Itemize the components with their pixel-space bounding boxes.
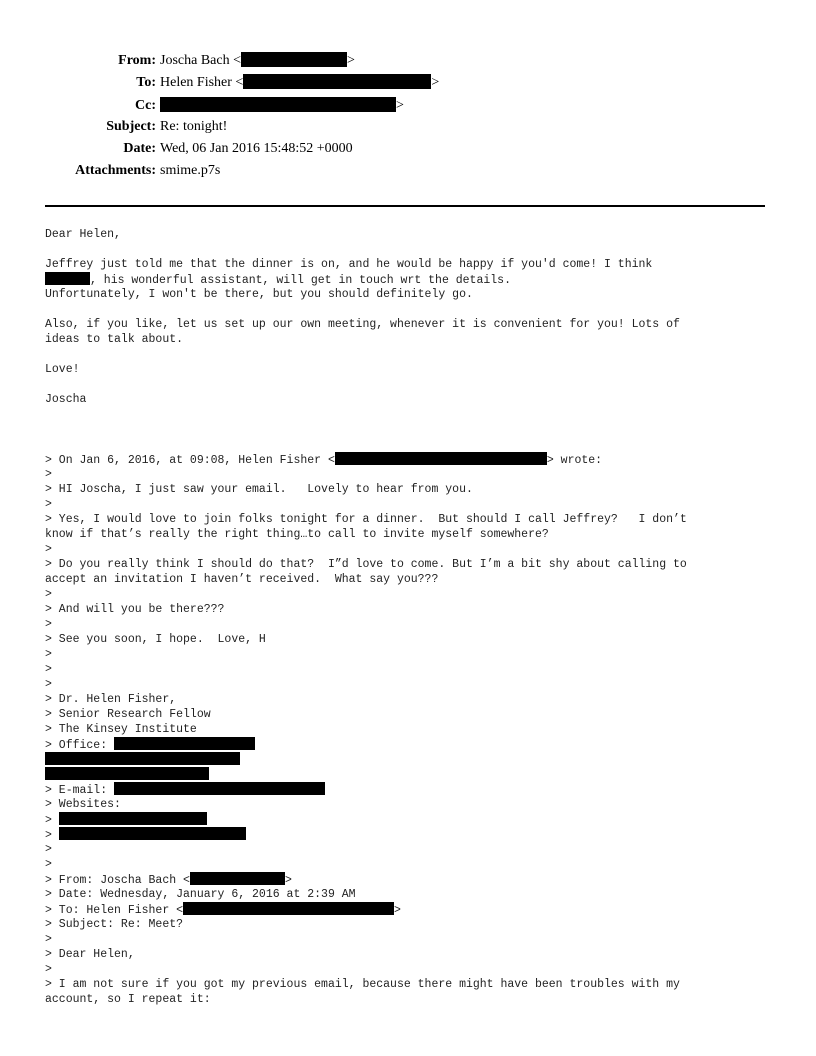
quoted-text: > Office:: [45, 739, 115, 752]
quoted-line: > Subject: Re: Meet?: [45, 918, 184, 931]
quoted-line: accept an invitation I haven’t received. What say you???: [45, 573, 439, 586]
redaction-box: [45, 752, 240, 765]
quoted-text: >: [45, 829, 59, 842]
quoted-line: >: [45, 963, 52, 976]
blank-line: [45, 302, 775, 317]
cc-row: [0, 97, 816, 119]
blank-line: [45, 242, 775, 257]
quoted-line: >: [45, 543, 52, 556]
to-end: >: [431, 75, 440, 91]
signature: Joscha: [45, 393, 87, 406]
quoted-line: >: [45, 933, 52, 946]
quoted-line: > Websites:: [45, 798, 121, 811]
quoted-text: > On Jan 6, 2016, at 09:08, Helen Fisher <: [45, 454, 335, 467]
redaction-box: [59, 827, 246, 840]
quoted-line: > The Kinsey Institute: [45, 723, 197, 736]
quoted-line: > Dr. Helen Fisher,: [45, 693, 177, 706]
subject-value: Re: tonight!: [160, 118, 228, 134]
quoted-line: [45, 752, 775, 767]
quoted-line: >: [45, 858, 52, 871]
cc-label: Cc:: [135, 97, 156, 113]
redaction-box: [59, 812, 207, 825]
email-header: [0, 52, 816, 186]
quoted-line: > Senior Research Fellow: [45, 708, 211, 721]
quoted-line: >: [45, 843, 52, 856]
quoted-text: >: [284, 874, 292, 887]
date-label: Date:: [123, 141, 156, 157]
cc-value: [160, 97, 404, 114]
quoted-line: [45, 452, 775, 467]
quoted-text: > To: Helen Fisher <: [45, 904, 184, 917]
redaction-box: [114, 737, 255, 750]
quoted-line: > Do you really think I should do that? I”d love to come. But I’m a bit shy about calling to: [45, 558, 687, 571]
quoted-line: [45, 767, 775, 782]
redaction-box: [335, 452, 547, 465]
subject-label: Subject:: [106, 118, 156, 134]
body-line: Jeffrey just told me that the dinner is on, and he would be happy if you'd come! I think: [45, 258, 653, 271]
body-text: , his wonderful assistant, will get in touch wrt the details.: [90, 274, 511, 287]
redaction-box: [243, 74, 431, 89]
from-end: >: [347, 53, 355, 68]
quoted-line: > And will you be there???: [45, 603, 225, 616]
quoted-text: > wrote:: [546, 454, 603, 467]
quoted-line: know if that’s really the right thing…to call to invite myself somewhere?: [45, 528, 549, 541]
redaction-box: [114, 782, 325, 795]
redaction-box: [183, 902, 394, 915]
body-line: ideas to talk about.: [45, 333, 184, 346]
quoted-line: [45, 737, 775, 752]
attachment-link[interactable]: smime.p7s: [160, 163, 221, 179]
redaction-box: [160, 97, 396, 112]
quoted-line: [45, 782, 775, 797]
quoted-line: >: [45, 648, 52, 661]
quoted-line: [45, 902, 775, 917]
quoted-line: > Yes, I would love to join folks tonight for a dinner. But should I call Jeffrey? I don’t: [45, 513, 687, 526]
body-line: Love!: [45, 363, 80, 376]
blank-line: [45, 377, 775, 392]
quoted-line: [45, 872, 775, 887]
blank-line: [45, 347, 775, 362]
cc-end: >: [396, 97, 404, 113]
quoted-line: > I am not sure if you got my previous email, because there might have been troubles with my: [45, 978, 680, 991]
quoted-line: >: [45, 663, 52, 676]
to-name: Helen Fisher <: [160, 75, 244, 91]
quoted-line: [45, 812, 775, 827]
header-divider: [45, 205, 765, 207]
body-line: Dear Helen,: [45, 228, 121, 241]
redaction-box: [190, 872, 285, 885]
redaction-box: [45, 272, 90, 285]
to-label: To:: [136, 75, 156, 91]
quoted-line: >: [45, 618, 52, 631]
quoted-line: > Dear Helen,: [45, 948, 135, 961]
blank-line: [45, 437, 775, 452]
quoted-text: >: [394, 904, 401, 917]
date-value: Wed, 06 Jan 2016 15:48:52 +0000: [160, 141, 353, 157]
email-body: [45, 227, 775, 1007]
body-line: Also, if you like, let us set up our own meeting, whenever it is convenient for you! Lots of: [45, 318, 680, 331]
attachments-row: [0, 163, 816, 185]
quoted-line: > HI Joscha, I just saw your email. Lovely to hear from you.: [45, 483, 473, 496]
redaction-box: [45, 767, 209, 780]
from-row: [0, 52, 816, 74]
redaction-box: [241, 52, 347, 67]
quoted-text: >: [45, 814, 59, 827]
body-line: Unfortunately, I won't be there, but you should definitely go.: [45, 288, 473, 301]
quoted-line: [45, 827, 775, 842]
to-row: [0, 74, 816, 96]
blank-line: [45, 422, 775, 437]
attachments-label: Attachments:: [75, 163, 156, 179]
blank-line: [45, 407, 775, 422]
quoted-line: > See you soon, I hope. Love, H: [45, 633, 266, 646]
quoted-line: > Date: Wednesday, January 6, 2016 at 2:39 AM: [45, 888, 356, 901]
quoted-line: >: [45, 678, 52, 691]
quoted-text: > E-mail:: [45, 784, 115, 797]
quoted-line: >: [45, 468, 52, 481]
quoted-line: account, so I repeat it:: [45, 993, 211, 1006]
to-value: [160, 74, 439, 91]
quoted-line: >: [45, 498, 52, 511]
date-row: [0, 141, 816, 163]
body-line: [45, 272, 775, 287]
from-value: [160, 52, 355, 69]
from-label: From:: [118, 53, 156, 68]
quoted-text: > From: Joscha Bach <: [45, 874, 190, 887]
quoted-line: >: [45, 588, 52, 601]
subject-row: [0, 119, 816, 141]
from-name: Joscha Bach <: [160, 53, 241, 68]
